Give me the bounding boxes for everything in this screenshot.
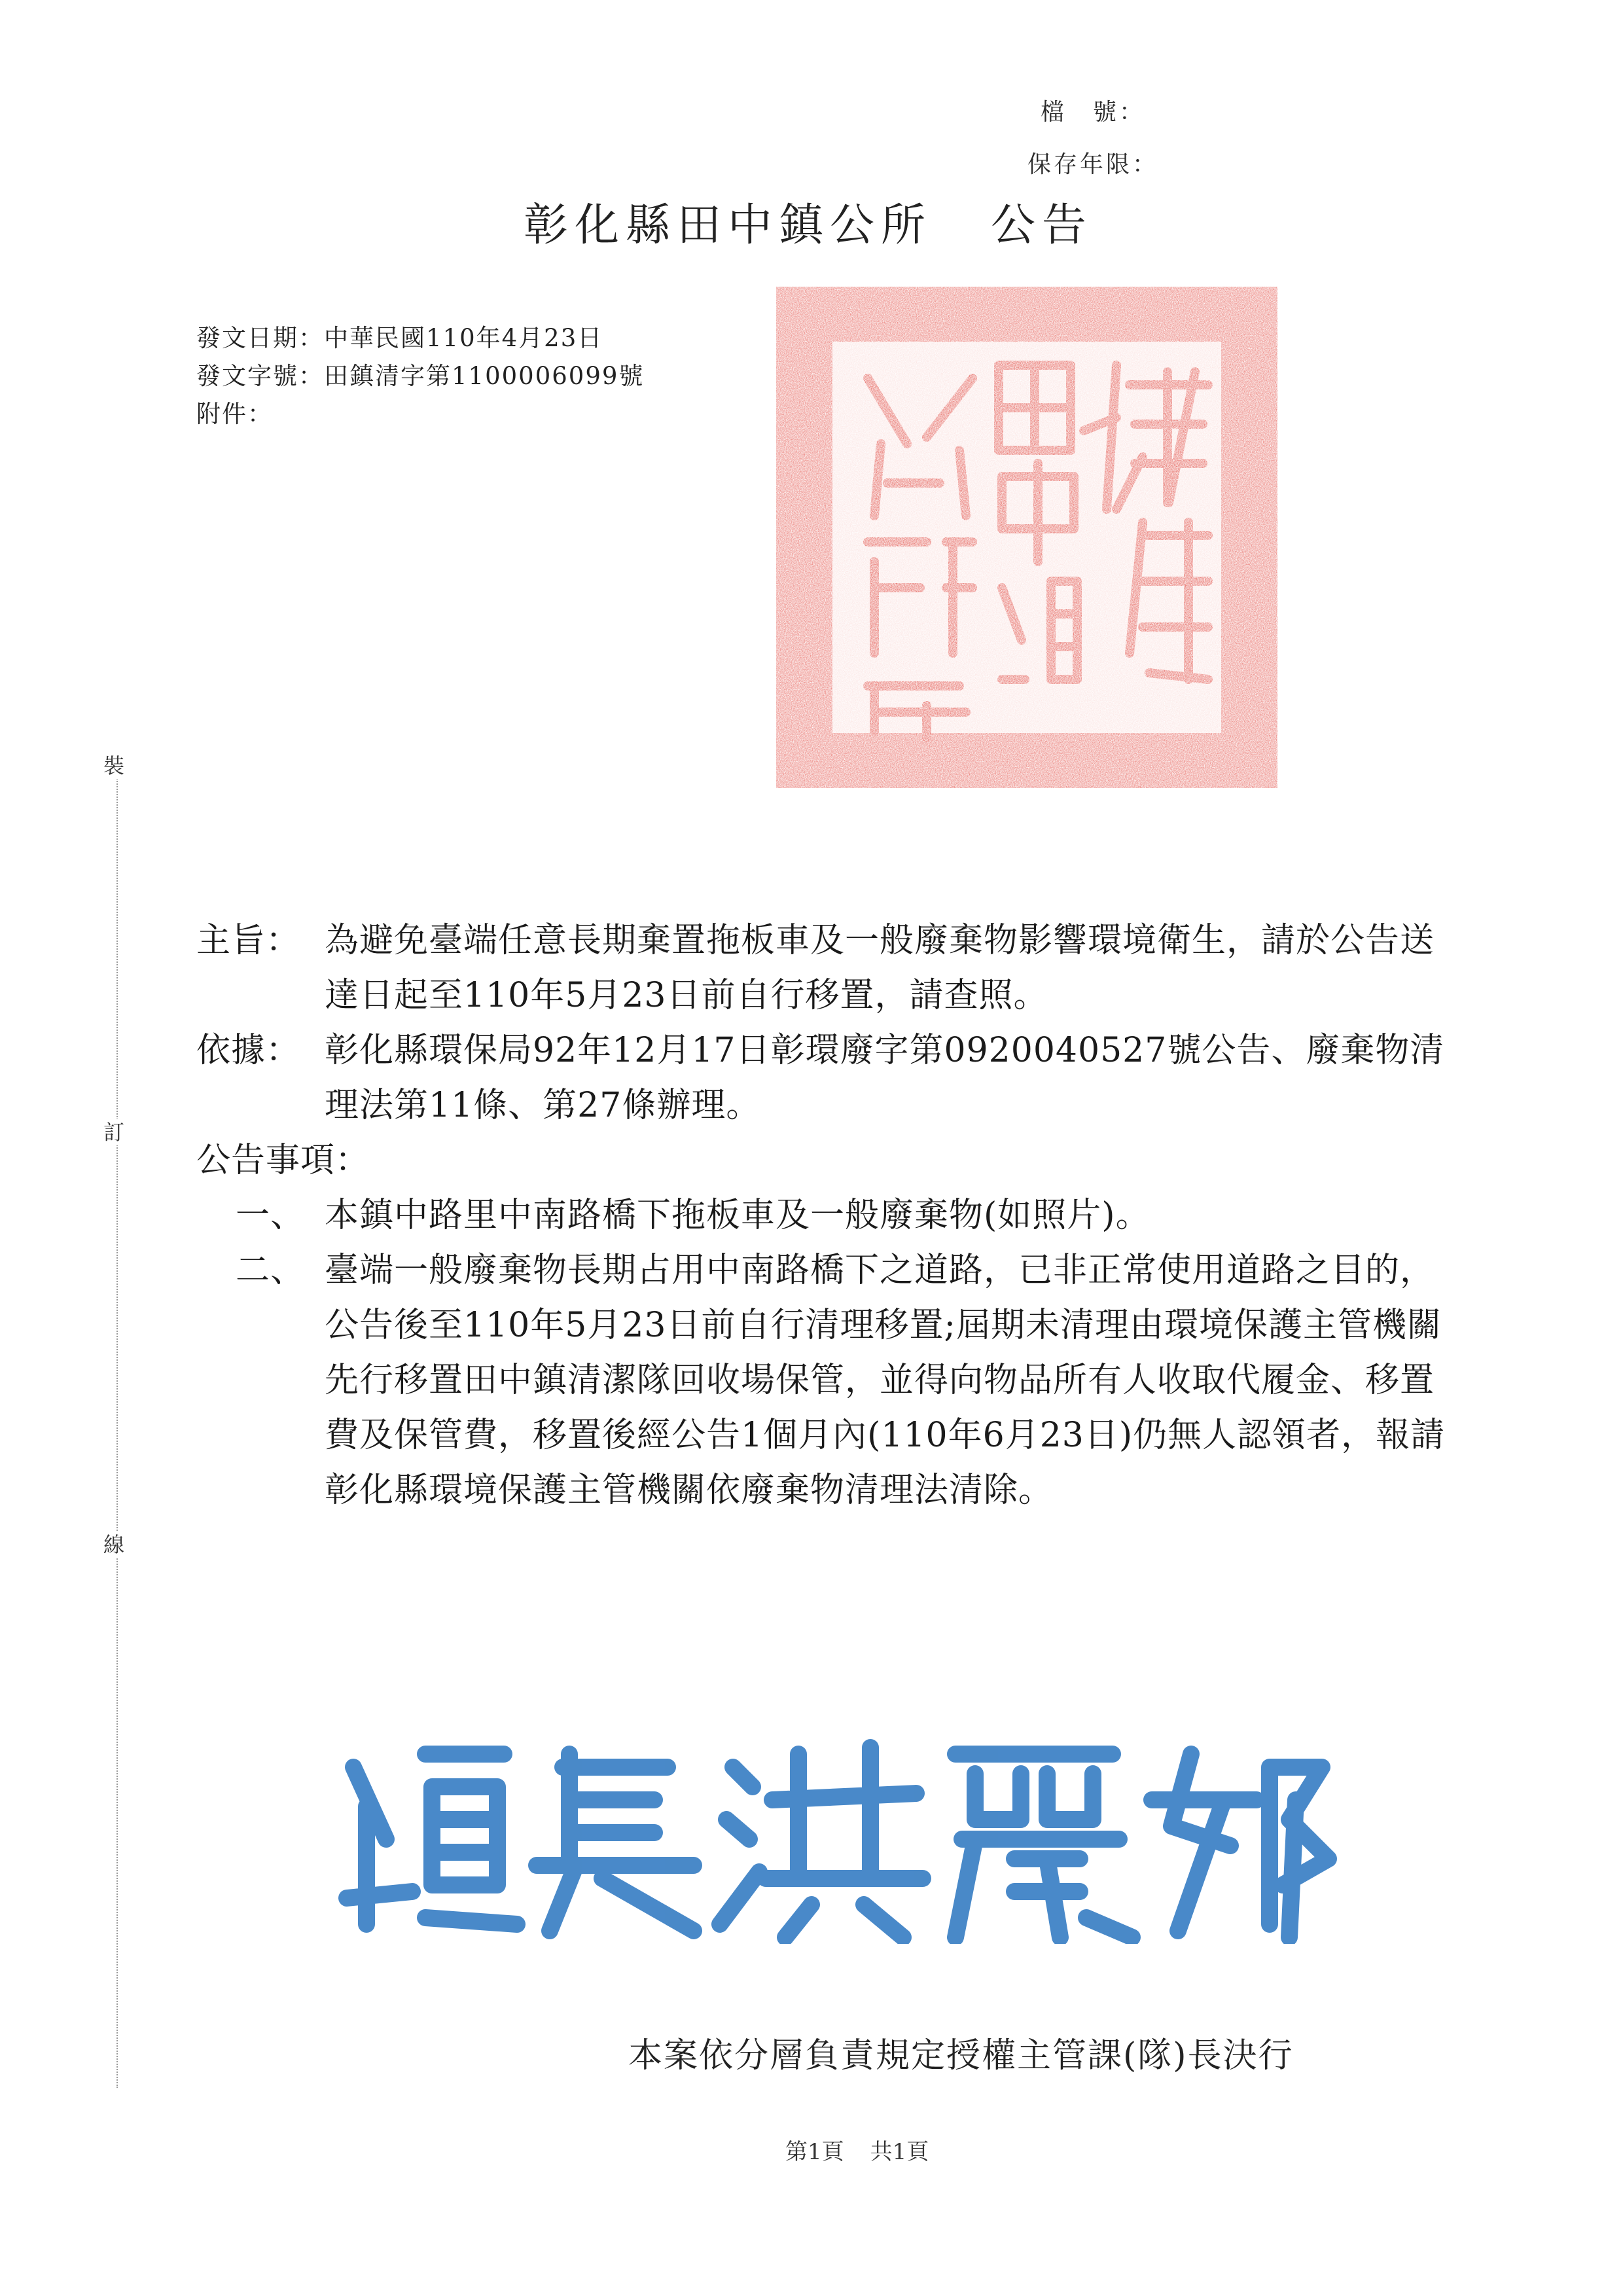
subject-section	[196, 913, 1446, 1023]
issuing-agency: 彰化縣田中鎮公所	[524, 200, 933, 251]
notice-item-text: 本鎮中路里中南路橋下拖板車及一般廢棄物(如照片)。	[325, 1196, 1150, 1235]
issue-date-label: 發文日期：	[196, 324, 324, 352]
file-number-label: 檔 號：	[1041, 99, 1146, 126]
document-title	[524, 190, 1093, 253]
document-header	[196, 319, 644, 433]
page-number	[785, 2134, 929, 2166]
binding-mark-staple: 訂	[103, 1120, 125, 1145]
mayor-signature-stamp	[327, 1728, 1348, 1944]
binding-dotted-line	[116, 753, 118, 2088]
document-type: 公告	[991, 200, 1094, 251]
notice-item	[236, 1243, 1446, 1518]
issue-date-row	[196, 319, 644, 357]
attachment-row	[196, 395, 644, 433]
basis-text: 彰化縣環保局92年12月17日彰環廢字第0920040527號公告、廢棄物清理法第11條、第27條辦理。	[325, 1031, 1445, 1125]
page-total: 共1頁	[870, 2139, 929, 2165]
attachment-label: 附件：	[196, 400, 273, 428]
notice-item-number: 二、	[236, 1251, 306, 1290]
notice-item-number: 一、	[236, 1196, 306, 1235]
notice-items-heading: 公告事項：	[196, 1141, 370, 1180]
binding-mark-bind: 裝	[103, 753, 125, 778]
notice-item-text: 臺端一般廢棄物長期占用中南路橋下之道路，已非正常使用道路之目的，公告後至110年5月23日前自行清理移置;屆期未清理由環境保護主管機關先行移置田中鎮清潔隊回收場保管，並得向物品所有人收取代履金、移置費及保管費，移置後經公告1個月內(110年6月23日)仍無人認領者，報請彰化縣環境保護主管機關依廢棄物清理法清除。	[325, 1251, 1446, 1510]
page-current: 第1頁	[785, 2139, 844, 2165]
subject-text: 為避免臺端任意長期棄置拖板車及一般廢棄物影響環境衛生，請於公告送達日起至110年5月23日前自行移置，請查照。	[325, 921, 1435, 1015]
basis-label: 依據：	[196, 1031, 301, 1070]
reference-number-row	[196, 357, 644, 395]
announcement-body	[196, 913, 1446, 1518]
issue-date-value: 中華民國110年4月23日	[324, 324, 603, 352]
binding-margin	[98, 753, 137, 2088]
subject-label: 主旨：	[196, 921, 301, 960]
signature-strokes	[347, 1748, 1329, 1937]
notice-item	[236, 1188, 1446, 1243]
reference-number-value: 田鎮清字第1100006099號	[324, 362, 645, 390]
delegation-note: 本案依分層負責規定授權主管課(隊)長決行	[628, 2036, 1294, 2075]
basis-section	[196, 1023, 1446, 1133]
binding-mark-line: 線	[103, 1532, 125, 1557]
reference-number-label: 發文字號：	[196, 362, 324, 390]
retention-period-label: 保存年限：	[1027, 151, 1159, 178]
official-seal	[776, 287, 1277, 788]
seal-ink	[776, 287, 1277, 788]
